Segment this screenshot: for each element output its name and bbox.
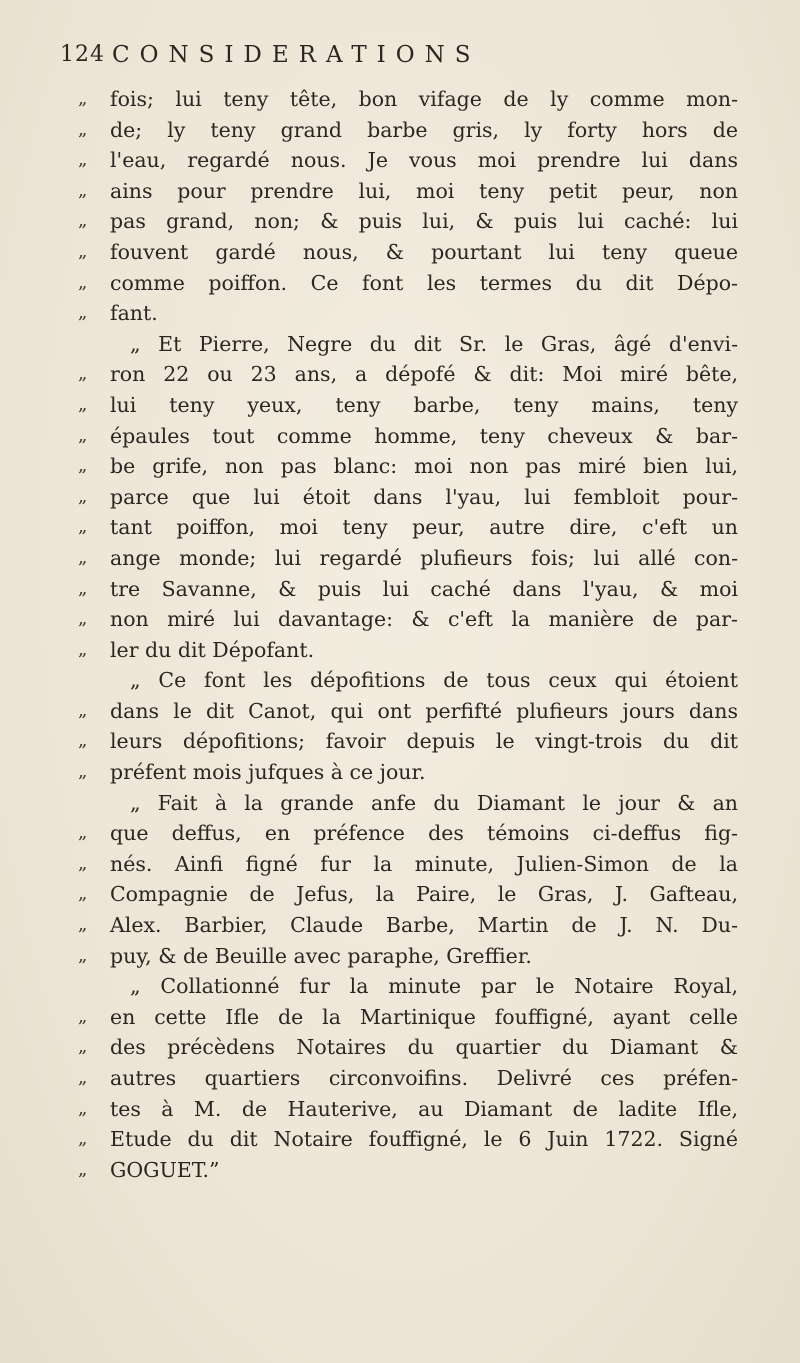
line-text: fant. [110,301,158,326]
line-text: ange monde; lui regardé plufieurs fois; lui allé con- [110,545,738,570]
line-text: épaules tout comme homme, teny cheveux & bar- [110,423,738,448]
quotation-mark: „ [78,822,88,844]
quotation-mark: „ [78,761,88,783]
line-text: lui teny yeux, teny barbe, teny mains, teny [110,392,738,417]
line-text: nés. Ainfi figné fur la minute, Julien-Simon de la [110,851,738,876]
quotation-mark: „ [78,1067,88,1088]
running-title: CONSIDERATIONS [112,42,481,68]
line-text: tes à M. de Hauterive, au Diamant de ladite Ifle, [110,1096,738,1121]
quotation-mark: „ [78,883,88,905]
quotation-mark: „ [78,516,88,538]
quotation-mark: „ [78,485,88,507]
text-line [78,696,738,727]
text-line [78,971,738,1002]
text-line [78,665,738,696]
text-line [78,84,738,115]
text-line [78,1002,738,1033]
quotation-mark: „ [78,455,88,477]
text-line [78,910,738,941]
line-text: ler du dit Dépofant. [110,637,315,662]
line-text: Alex. Barbier, Claude Barbe, Martin de J. N. Du- [110,913,738,938]
line-text: dans le dit Canot, qui ont perfifté plufieurs jours dans [110,698,738,723]
quotation-mark: „ [78,730,88,752]
text-line [78,237,738,268]
quotation-mark: „ [78,1097,88,1119]
text-line [78,574,738,605]
body-text [78,84,738,1185]
text-line [78,115,738,146]
text-line [78,206,738,237]
line-text: pas grand, non; & puis lui, & puis lui caché: lui [110,209,738,234]
text-line [78,543,738,574]
quotation-mark: „ [78,1005,88,1027]
quotation-mark: „ [78,699,88,721]
text-line [78,421,738,452]
line-text: tant poiffon, moi teny peur, autre dire, c'eft un [110,515,738,540]
text-line [78,1063,738,1094]
text-line [78,512,738,543]
text-line [78,818,738,849]
quotation-mark: „ [78,118,88,140]
line-text: l'eau, regardé nous. Je vous moi prendre lui dans [110,148,738,173]
quotation-mark: „ [78,577,88,599]
text-line [78,941,738,972]
quotation-mark: „ [78,210,88,232]
text-line [78,390,738,421]
quotation-mark: „ [78,424,88,446]
text-line [78,788,738,819]
line-text: GOGUET.” [110,1157,220,1182]
text-line [78,359,738,390]
text-line [78,1155,738,1186]
text-line [78,451,738,482]
line-text: „ Collationné fur la minute par le Notaire Royal, [130,974,738,999]
quotation-mark: „ [78,1036,88,1058]
quotation-mark: „ [78,608,88,630]
line-text: ains pour prendre lui, moi teny petit peur, non [110,178,738,203]
line-text: „ Ce font les dépofitions de tous ceux qui étoient [130,668,738,693]
text-line [78,1124,738,1155]
quotation-mark: „ [78,914,88,936]
line-text: comme poiffon. Ce font les termes du dit Dépo- [110,270,738,295]
quotation-mark: „ [78,1128,88,1150]
quotation-mark: „ [78,393,88,415]
line-text: des précèdens Notaires du quartier du Diamant & [110,1035,738,1060]
quotation-mark: „ [78,240,88,262]
quotation-mark: „ [78,302,88,324]
text-line [78,145,738,176]
line-text: „ Fait à la grande anfe du Diamant le jour & an [130,790,738,815]
line-text: Etude du dit Notaire fouffigné, le 6 Juin 1722. Signé [110,1127,738,1152]
text-line [78,1032,738,1063]
line-text: be grife, non pas blanc: moi non pas miré bien lui, [110,454,738,479]
line-text: puy, & de Beuille avec paraphe, Greffier. [110,943,532,968]
quotation-mark: „ [78,1158,88,1180]
page-header [60,42,780,82]
page-number: 124 [60,42,105,67]
line-text: Compagnie de Jefus, la Paire, le Gras, J. Gafteau, [110,882,738,907]
line-text: tre Savanne, & puis lui caché dans l'yau, & moi [110,576,738,601]
line-text: fouvent gardé nous, & pourtant lui teny queue [110,239,738,264]
quotation-mark: „ [78,944,88,966]
text-line [78,604,738,635]
text-line [78,879,738,910]
line-text: non miré lui davantage: & c'eft la manière de par- [110,607,738,632]
quotation-mark: „ [78,852,88,874]
line-text: de; ly teny grand barbe gris, ly forty hors de [110,117,738,142]
line-text: parce que lui étoit dans l'yau, lui fembloit pour- [110,484,738,509]
line-text: fois; lui teny tête, bon vifage de ly comme mon- [110,87,738,111]
line-text: leurs dépofitions; favoir depuis le vingt-trois du dit [110,729,738,754]
line-text: „ Et Pierre, Negre du dit Sr. le Gras, âgé d'envi- [130,331,738,356]
line-text: autres quartiers circonvoifins. Delivré ces préfen- [110,1066,738,1090]
quotation-mark: „ [78,88,88,109]
text-line [78,757,738,788]
text-line [78,1094,738,1125]
quotation-mark: „ [78,179,88,201]
text-line [78,849,738,880]
text-line [78,635,738,666]
quotation-mark: „ [78,546,88,568]
text-line [78,482,738,513]
text-line [78,176,738,207]
line-text: que deffus, en préfence des témoins ci-deffus fig- [110,821,738,846]
quotation-mark: „ [78,149,88,171]
line-text: préfent mois jufques à ce jour. [110,760,426,785]
text-line [78,298,738,329]
quotation-mark: „ [78,271,88,293]
quotation-mark: „ [78,638,88,660]
text-line [78,329,738,360]
text-line [78,268,738,299]
quotation-mark: „ [78,363,88,385]
line-text: ron 22 ou 23 ans, a dépofé & dit: Moi miré bête, [110,362,738,387]
text-line [78,726,738,757]
line-text: en cette Ifle de la Martinique fouffigné, ayant celle [110,1004,738,1029]
